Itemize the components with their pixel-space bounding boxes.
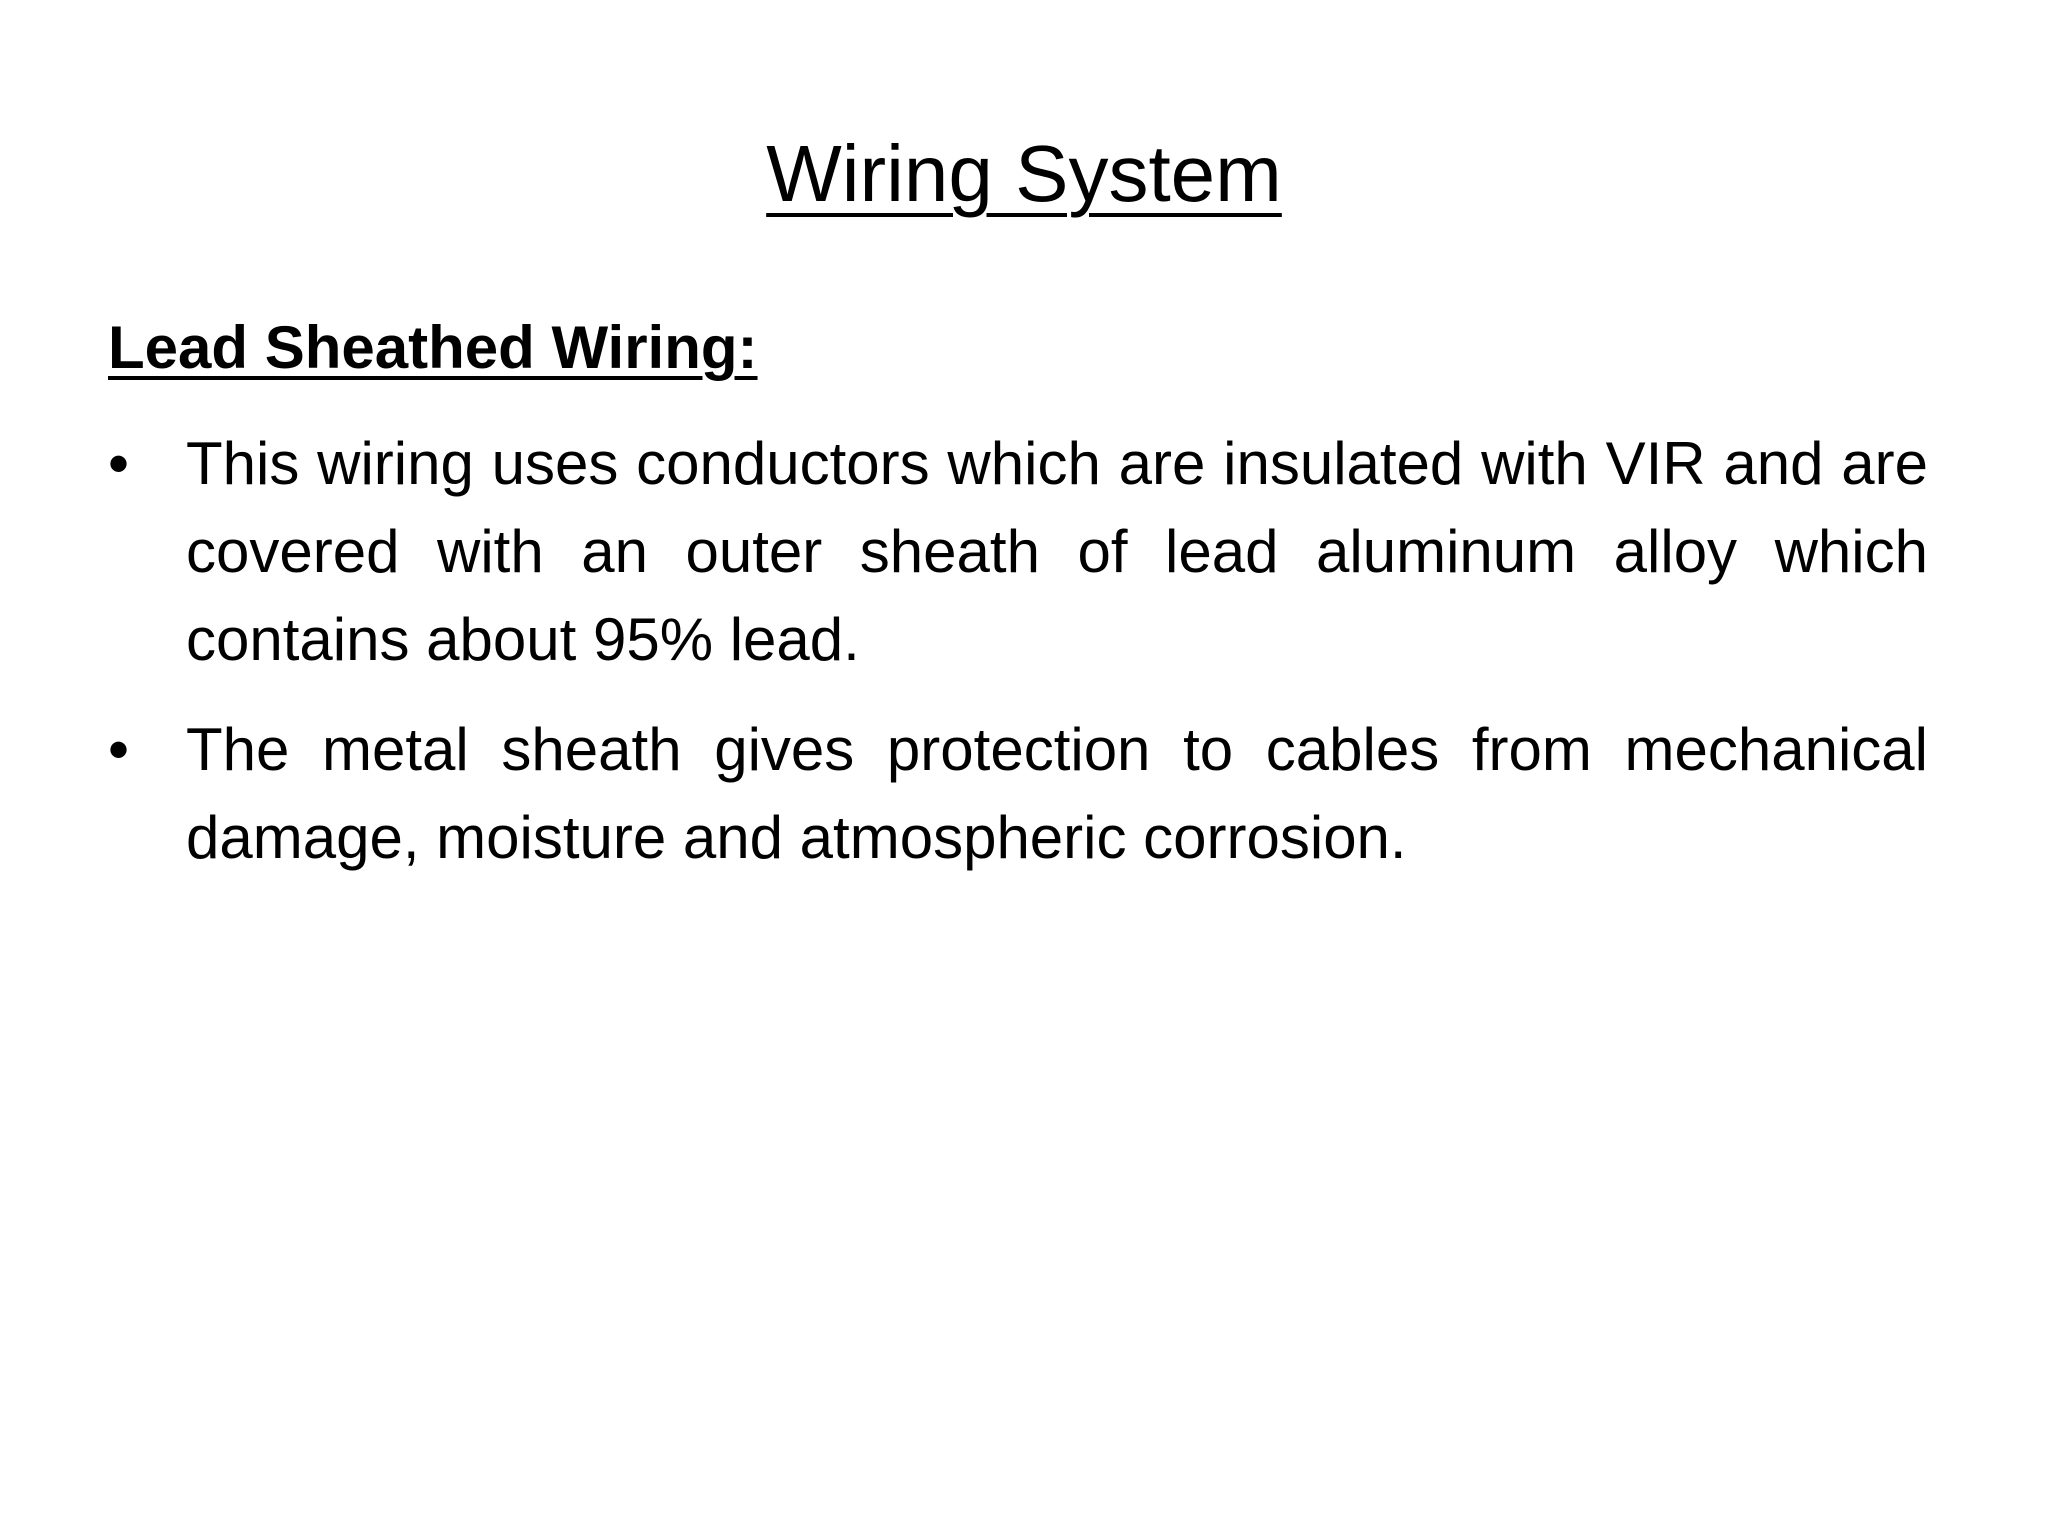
bullet-text: The metal sheath gives protection to cables from mechanical damage, moisture and atmospheric corrosion. [186,716,1928,871]
bullet-icon: • [108,430,130,497]
slide-title [0,126,2048,222]
bullet-icon: • [108,716,130,783]
slide-title-text: Wiring System [766,129,1282,218]
bullet-list [108,420,1928,904]
bullet-text: This wiring uses conductors which are insulated with VIR and are covered with an outer sheath of lead aluminum alloy which contains about 95% lead. [186,430,1928,673]
bullet-item [108,420,1928,684]
section-heading: Lead Sheathed Wiring: [108,314,758,381]
bullet-item [108,706,1928,882]
